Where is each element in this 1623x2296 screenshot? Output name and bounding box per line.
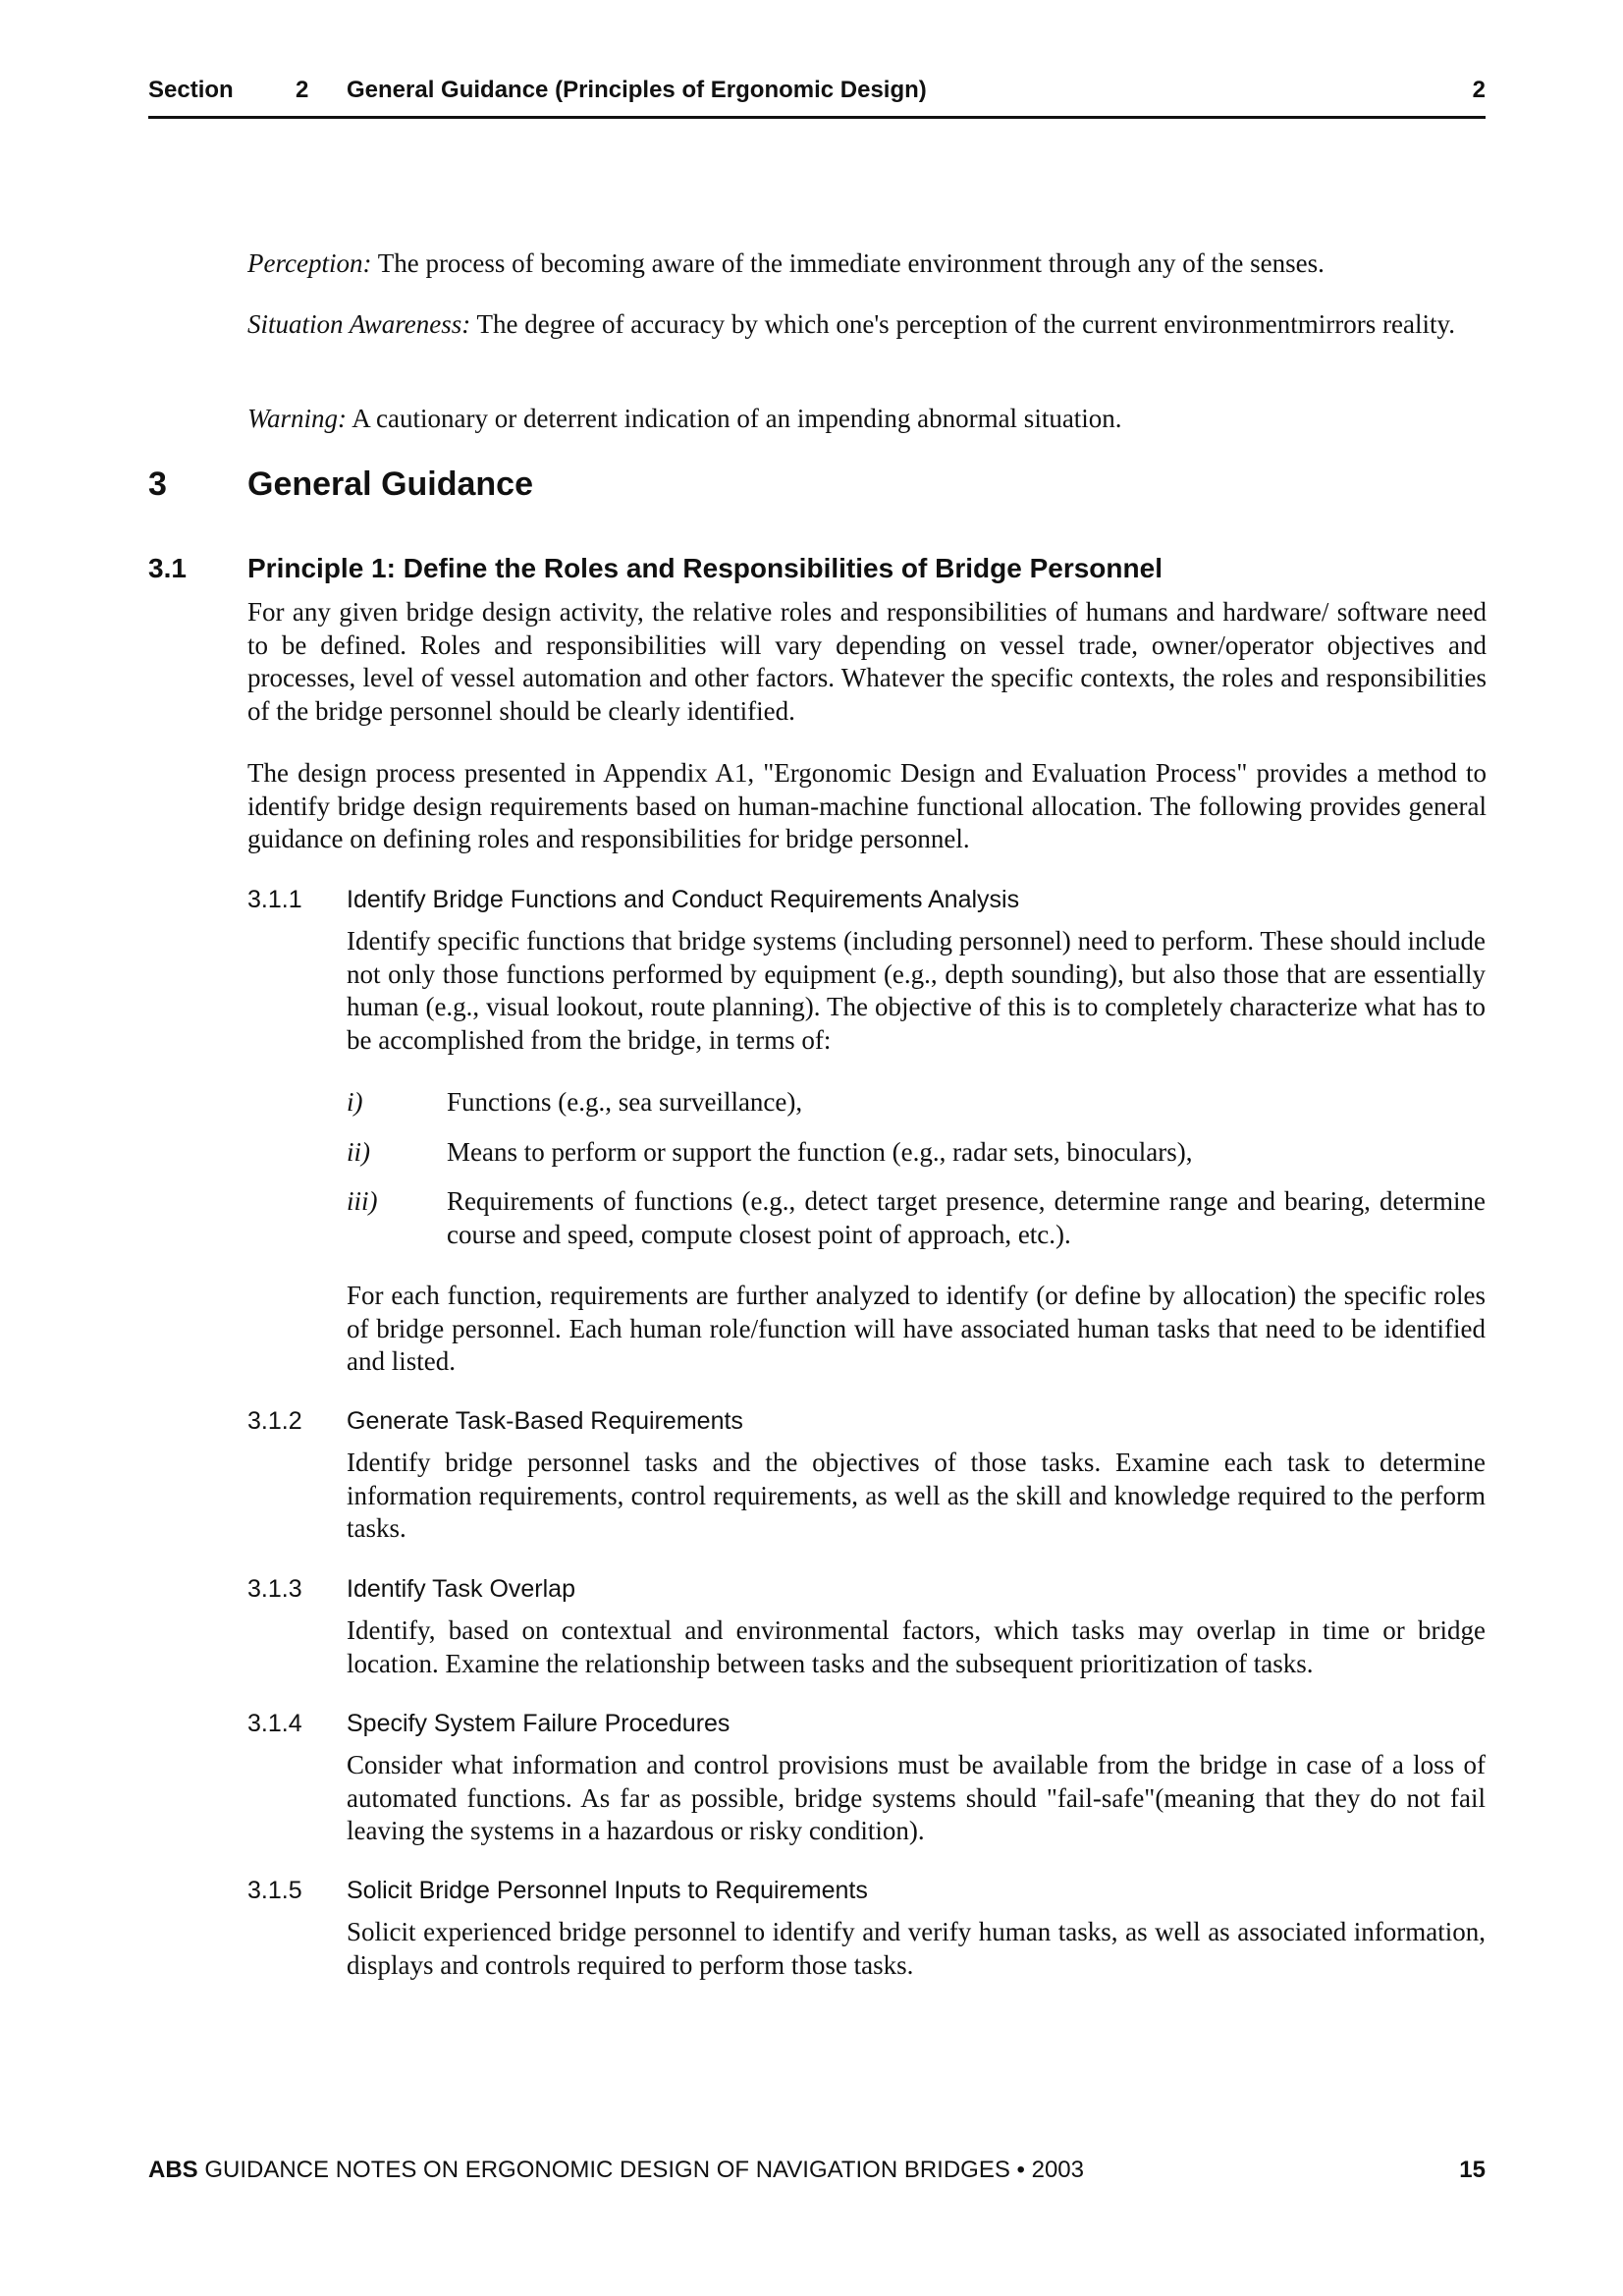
subsubsection-number: 3.1.2 [247,1407,302,1435]
page-footer [148,2157,1486,2184]
list-label: i) [347,1087,363,1117]
subsubsection-title: Identify Bridge Functions and Conduct Requirements Analysis [347,886,1020,913]
subsubsection-number: 3.1.3 [247,1575,302,1603]
section-title: General Guidance [247,465,533,503]
footer-page-number: 15 [1459,2157,1486,2183]
subsubsection-number: 3.1.1 [247,886,302,913]
definition-term: Warning: [247,404,348,433]
paragraph-requirements [347,1280,1486,1379]
paragraph-text: Consider what information and control provisions must be available from the bridge in case of a loss of automated functions. As far as possible, bridge systems should "fail-safe"(meaning that they do not fail leaving the systems in a hazardous or risky condition). [347,1750,1486,1845]
footer-title: GUIDANCE NOTES ON ERGONOMIC DESIGN OF NAVIGATION BRIDGES • 2003 [197,2157,1084,2183]
paragraph-roles [247,596,1487,728]
list-label: ii) [347,1137,370,1167]
paragraph-solicit [347,1916,1486,1982]
paragraph-task-based [347,1447,1486,1546]
running-header [148,73,1486,119]
section-number: 3 [148,465,167,503]
paragraph-text: Identify bridge personnel tasks and the objectives of those tasks. Examine each task to determine information requirements, control requirements, as well as the skill and knowledge required to the perform tasks. [347,1448,1486,1543]
paragraph-text: Identify specific functions that bridge systems (including personnel) need to perform. These should include not only those functions performed by equipment (e.g., depth sounding), but also those that are essentially human (e.g., visual lookout, route planning). The objective of this is to completely characterize what has to be accomplished from the bridge, in terms of: [347,926,1486,1055]
paragraph-task-overlap [347,1614,1486,1680]
definition-term: Situation Awareness: [247,309,471,339]
subsection-number: 3.1 [148,553,187,583]
header-section-title: General Guidance (Principles of Ergonomic Design) [347,77,927,103]
paragraph-text: For any given bridge design activity, the relative roles and responsibilities of humans and hardware/ software need to be defined. Roles and responsibilities will vary depending on vessel trade, owner/operator objectives and processes, level of vessel automation and other factors. Whatever the specific contexts, the roles and responsibilities of the bridge personnel should be clearly identified. [247,597,1487,726]
definition-text: The degree of accuracy by which one's perception of the current environmentmirrors reality. [470,309,1455,339]
paragraph-text: The design process presented in Appendix A1, "Ergonomic Design and Evaluation Process" provides a method to identify bridge design requirements based on human-machine functional allocation. The following provides general guidance on defining roles and responsibilities for bridge personnel. [247,758,1487,853]
list-text: Requirements of functions (e.g., detect target presence, determine range and bearing, determine course and speed, compute closest point of approach, etc.). [447,1186,1486,1249]
subsubsection-number: 3.1.4 [247,1710,302,1737]
subsubsection-number: 3.1.5 [247,1877,302,1904]
subsection-title: Principle 1: Define the Roles and Responsibilities of Bridge Personnel [247,553,1163,583]
list-text: Functions (e.g., sea surveillance), [447,1087,803,1117]
header-page-number: 2 [1472,77,1486,103]
definition-warning [247,403,1487,436]
definition-term: Perception: [247,248,372,278]
header-section-number: 2 [296,77,309,103]
function-list [347,1086,1486,1263]
definition-situation-awareness [247,308,1487,342]
paragraph-design-process [247,757,1487,856]
subsubsection-title: Generate Task-Based Requirements [347,1407,743,1435]
footer-org: ABS [148,2157,198,2183]
definition-text: The process of becoming aware of the immediate environment through any of the senses. [371,248,1325,278]
paragraph-text: Solicit experienced bridge personnel to identify and verify human tasks, as well as associated information, displays and controls required to perform those tasks. [347,1917,1486,1980]
definition-text: A cautionary or deterrent indication of an impending abnormal situation. [347,404,1122,433]
paragraph-failure [347,1749,1486,1848]
paragraph-text: For each function, requirements are further analyzed to identify (or define by allocation) the specific roles of bridge personnel. Each human role/function will have associated human tasks that need to be identified and listed. [347,1281,1486,1376]
paragraph-functions [347,925,1486,1057]
subsubsection-title: Identify Task Overlap [347,1575,575,1603]
list-text: Means to perform or support the function (e.g., radar sets, binoculars), [447,1137,1193,1167]
paragraph-text: Identify, based on contextual and environmental factors, which tasks may overlap in time or bridge location. Examine the relationship between tasks and the subsequent prioritization of tasks. [347,1615,1486,1678]
definition-perception [247,247,1487,281]
subsubsection-title: Solicit Bridge Personnel Inputs to Requirements [347,1877,868,1904]
subsubsection-title: Specify System Failure Procedures [347,1710,730,1737]
header-section-label: Section [148,77,234,103]
list-label: iii) [347,1186,378,1216]
